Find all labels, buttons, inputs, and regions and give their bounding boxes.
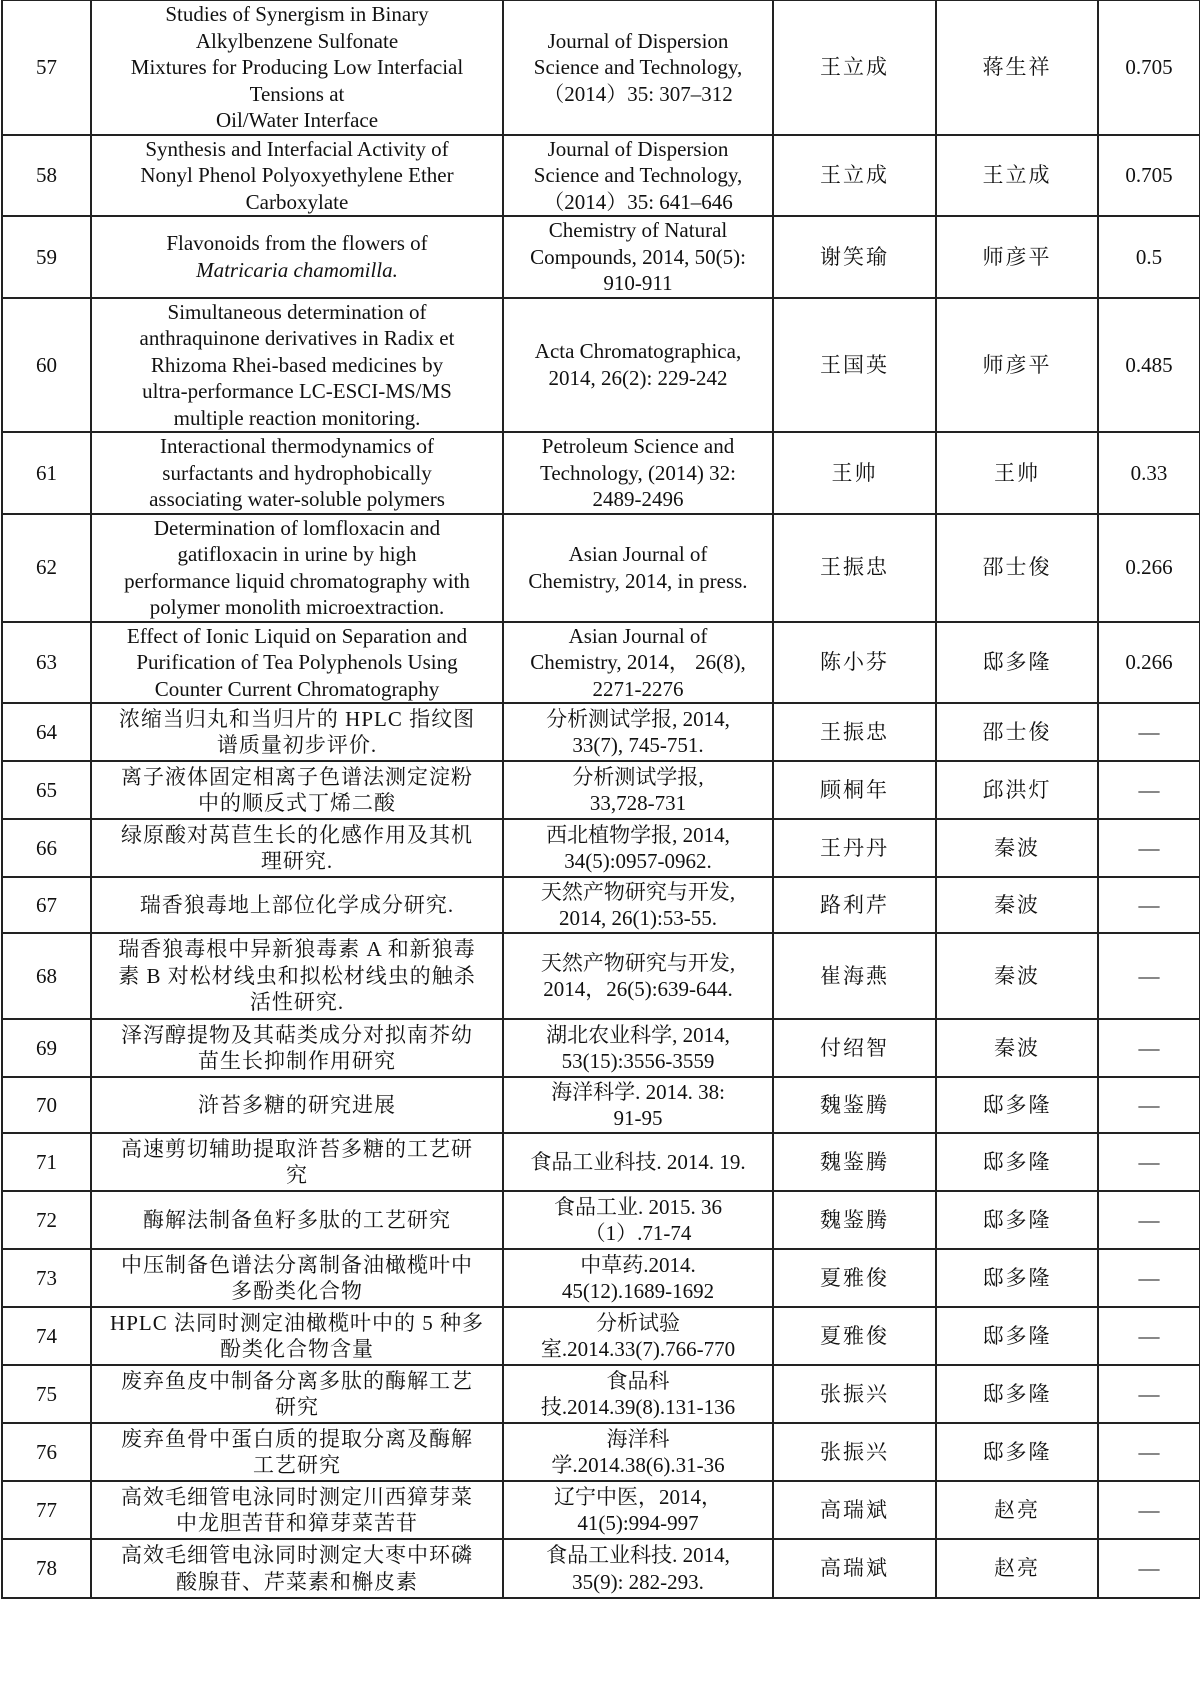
journal-citation-line: Asian Journal of (568, 542, 708, 566)
journal-citation-line: 湖北农业科学, 2014, (546, 1022, 730, 1047)
journal-citation (503, 1249, 773, 1307)
corresponding-author: 师彦平 (936, 216, 1098, 298)
journal-citation (503, 933, 773, 1019)
corresponding-author: 邸多隆 (936, 1077, 1098, 1133)
corresponding-author: 邸多隆 (936, 1307, 1098, 1365)
table-row (2, 761, 1200, 819)
corresponding-author: 秦波 (936, 933, 1098, 1019)
paper-title-line: Studies of Synergism in Binary (165, 2, 429, 26)
paper-title (91, 135, 503, 217)
journal-citation-line: 2014，26(5):639-644. (543, 977, 733, 1001)
table-row (2, 135, 1200, 217)
table-row (2, 1077, 1200, 1133)
journal-citation-line: Petroleum Science and (541, 434, 735, 458)
impact-factor: 0.705 (1098, 0, 1200, 135)
paper-title-line: 中的顺反式丁烯二酸 (198, 791, 396, 815)
journal-citation-line: 学.2014.38(6).31-36 (551, 1453, 725, 1477)
first-author: 魏鉴腾 (773, 1133, 936, 1191)
journal-citation-line: 分析试验 (596, 1310, 680, 1335)
impact-factor: — (1098, 877, 1200, 933)
paper-title-line: 中压制备色谱法分离制备油橄榄叶中 (121, 1252, 473, 1277)
journal-citation-line: 食品工业科技. 2014, (546, 1543, 730, 1567)
corresponding-author: 邸多隆 (936, 1423, 1098, 1481)
journal-citation-line: Chemistry, 2014, in press. (528, 568, 748, 593)
row-number: 77 (2, 1481, 91, 1539)
paper-title-line: Counter Current Chromatography (154, 676, 440, 701)
row-number: 65 (2, 761, 91, 819)
first-author: 高瑞斌 (773, 1539, 936, 1598)
first-author: 夏雅俊 (773, 1249, 936, 1307)
paper-title-line: 酚类化合物含量 (220, 1337, 374, 1361)
impact-factor: — (1098, 933, 1200, 1019)
first-author: 王立成 (773, 135, 936, 217)
table-row (2, 1365, 1200, 1423)
first-author: 王振忠 (773, 514, 936, 622)
row-number: 61 (2, 432, 91, 514)
journal-citation (503, 0, 773, 135)
journal-citation-line: （1）.71-74 (584, 1221, 692, 1245)
paper-title-line: 素 B 对松材线虫和拟松材线虫的触杀 (118, 963, 476, 988)
journal-citation (503, 1307, 773, 1365)
journal-citation-line: 41(5):994-997 (577, 1511, 699, 1535)
row-number: 73 (2, 1249, 91, 1307)
paper-title-line: 瑞香狼毒地上部位化学成分研究. (139, 892, 455, 917)
row-number: 63 (2, 622, 91, 704)
journal-citation (503, 1539, 773, 1598)
paper-title-line: 绿原酸对莴苣生长的化感作用及其机 (121, 822, 473, 847)
journal-citation-line: 海洋科学. 2014. 38: (551, 1079, 725, 1104)
journal-citation-line: 33,728-731 (589, 791, 687, 815)
journal-citation-line: 45(12).1689-1692 (561, 1279, 715, 1303)
table-row (2, 877, 1200, 933)
journal-citation (503, 877, 773, 933)
corresponding-author: 邱洪灯 (936, 761, 1098, 819)
table-row (2, 703, 1200, 761)
first-author: 陈小芬 (773, 622, 936, 704)
journal-citation (503, 298, 773, 433)
journal-citation (503, 135, 773, 217)
journal-citation-line: 91-95 (613, 1106, 663, 1130)
impact-factor: — (1098, 1077, 1200, 1133)
paper-title (91, 216, 503, 298)
journal-citation-line: Asian Journal of (568, 623, 708, 648)
row-number: 57 (2, 0, 91, 135)
journal-citation-line: 35(9): 282-293. (572, 1569, 704, 1594)
journal-citation (503, 216, 773, 298)
paper-title (91, 0, 503, 135)
corresponding-author: 赵亮 (936, 1539, 1098, 1598)
journal-citation (503, 622, 773, 704)
table-row (2, 216, 1200, 298)
paper-title-line: 浒苔多糖的研究进展 (198, 1092, 396, 1117)
journal-citation-line: 2014, 26(1):53-55. (558, 906, 718, 930)
paper-title (91, 1365, 503, 1423)
impact-factor: — (1098, 1423, 1200, 1481)
table-row (2, 622, 1200, 704)
impact-factor: — (1098, 1365, 1200, 1423)
impact-factor: 0.5 (1098, 216, 1200, 298)
corresponding-author: 秦波 (936, 877, 1098, 933)
first-author: 崔海燕 (773, 933, 936, 1019)
impact-factor: — (1098, 761, 1200, 819)
table-row (2, 1133, 1200, 1191)
row-number: 74 (2, 1307, 91, 1365)
publication-table-body (2, 0, 1200, 1598)
paper-title (91, 819, 503, 877)
paper-title-line: surfactants and hydrophobically (162, 460, 432, 485)
paper-title-line: 高效毛细管电泳同时测定大枣中环磷 (121, 1543, 473, 1567)
corresponding-author: 邸多隆 (936, 1133, 1098, 1191)
journal-citation-line: 食品科 (606, 1368, 670, 1393)
paper-title-line: Oil/Water Interface (215, 108, 379, 132)
corresponding-author: 邸多隆 (936, 1249, 1098, 1307)
journal-citation-line: Chemistry of Natural (548, 218, 728, 242)
paper-title-line: 苗生长抑制作用研究 (198, 1049, 396, 1073)
impact-factor: — (1098, 1133, 1200, 1191)
first-author: 高瑞斌 (773, 1481, 936, 1539)
row-number: 62 (2, 514, 91, 622)
corresponding-author: 秦波 (936, 1019, 1098, 1077)
paper-title (91, 1019, 503, 1077)
paper-title (91, 761, 503, 819)
paper-title (91, 514, 503, 622)
journal-citation (503, 514, 773, 622)
table-row (2, 0, 1200, 135)
journal-citation-line: （2014）35: 641–646 (543, 189, 733, 214)
paper-title-line: 理研究. (260, 849, 334, 873)
paper-title-line: Effect of Ionic Liquid on Separation and (126, 623, 468, 648)
impact-factor: 0.485 (1098, 298, 1200, 433)
row-number: 75 (2, 1365, 91, 1423)
row-number: 67 (2, 877, 91, 933)
paper-title-line: associating water-soluble polymers (149, 487, 445, 511)
journal-citation (503, 1365, 773, 1423)
journal-citation-line: 34(5):0957-0962. (564, 849, 712, 873)
impact-factor: 0.266 (1098, 514, 1200, 622)
table-row (2, 1423, 1200, 1481)
first-author: 魏鉴腾 (773, 1077, 936, 1133)
paper-title-line: Mixtures for Producing Low Interfacial (130, 55, 464, 79)
table-row (2, 432, 1200, 514)
impact-factor: 0.33 (1098, 432, 1200, 514)
paper-title-line: performance liquid chromatography with (124, 568, 470, 593)
paper-title (91, 1133, 503, 1191)
row-number: 70 (2, 1077, 91, 1133)
impact-factor: — (1098, 1191, 1200, 1249)
publication-table (1, 0, 1200, 1599)
corresponding-author: 师彦平 (936, 298, 1098, 433)
first-author: 夏雅俊 (773, 1307, 936, 1365)
paper-title-line: Synthesis and Interfacial Activity of (145, 136, 449, 161)
corresponding-author: 邸多隆 (936, 622, 1098, 704)
first-author: 付绍智 (773, 1019, 936, 1077)
corresponding-author: 蒋生祥 (936, 0, 1098, 135)
journal-citation (503, 432, 773, 514)
paper-title-line: Simultaneous determination of (167, 299, 427, 324)
paper-title-line: 离子液体固定相离子色谱法测定淀粉 (121, 764, 473, 789)
row-number: 59 (2, 216, 91, 298)
row-number: 58 (2, 135, 91, 217)
journal-citation-line: 辽宁中医，2014， (554, 1484, 722, 1509)
paper-title-line: 瑞香狼毒根中异新狼毒素 A 和新狼毒 (118, 937, 476, 962)
table-row (2, 1481, 1200, 1539)
table-row (2, 1249, 1200, 1307)
impact-factor: — (1098, 819, 1200, 877)
journal-citation (503, 1191, 773, 1249)
paper-title (91, 1423, 503, 1481)
journal-citation (503, 703, 773, 761)
row-number: 68 (2, 933, 91, 1019)
paper-title-line: HPLC 法同时测定油橄榄叶中的 5 种多 (110, 1310, 484, 1335)
impact-factor: — (1098, 703, 1200, 761)
first-author: 顾桐年 (773, 761, 936, 819)
journal-citation-line: 天然产物研究与开发, (540, 950, 736, 975)
paper-title-line: Carboxylate (245, 189, 349, 214)
table-row (2, 819, 1200, 877)
journal-citation (503, 1481, 773, 1539)
journal-citation-line: 室.2014.33(7).766-770 (540, 1337, 736, 1361)
paper-title-line: 浓缩当归丸和当归片的 HPLC 指纹图 (118, 706, 476, 731)
paper-title-line: 废弃鱼皮中制备分离多肽的酶解工艺 (121, 1368, 473, 1393)
table-row (2, 1019, 1200, 1077)
paper-title (91, 703, 503, 761)
paper-title (91, 933, 503, 1019)
journal-citation-line: Journal of Dispersion (547, 28, 729, 53)
first-author: 魏鉴腾 (773, 1191, 936, 1249)
first-author: 王丹丹 (773, 819, 936, 877)
paper-title-line: 究 (286, 1163, 308, 1187)
corresponding-author: 王帅 (936, 432, 1098, 514)
table-row (2, 514, 1200, 622)
corresponding-author: 王立成 (936, 135, 1098, 217)
paper-title (91, 1077, 503, 1133)
paper-title-line: Flavonoids from the flowers of (166, 231, 428, 256)
journal-citation-line: 食品工业. 2015. 36 (554, 1194, 722, 1219)
table-row (2, 1539, 1200, 1598)
corresponding-author: 邵士俊 (936, 703, 1098, 761)
corresponding-author: 邸多隆 (936, 1191, 1098, 1249)
paper-title-line: 酶解法制备鱼籽多肽的工艺研究 (143, 1207, 451, 1232)
paper-title-line: Purification of Tea Polyphenols Using (136, 650, 458, 674)
paper-title (91, 1481, 503, 1539)
paper-title-line: 高效毛细管电泳同时测定川西獐芽菜 (121, 1484, 473, 1509)
first-author: 王帅 (773, 432, 936, 514)
first-author: 张振兴 (773, 1423, 936, 1481)
table-row (2, 933, 1200, 1019)
row-number: 72 (2, 1191, 91, 1249)
paper-title (91, 1307, 503, 1365)
journal-citation-line: 食品工业科技. 2014. 19. (530, 1149, 746, 1174)
journal-citation (503, 1077, 773, 1133)
journal-citation-line: 2014, 26(2): 229-242 (548, 365, 728, 390)
journal-citation-line: 技.2014.39(8).131-136 (540, 1395, 736, 1419)
journal-citation-line: 910-911 (603, 271, 673, 295)
impact-factor: 0.266 (1098, 622, 1200, 704)
journal-citation-line: Compounds, 2014, 50(5): (530, 244, 746, 269)
paper-title-line: 多酚类化合物 (231, 1279, 363, 1303)
journal-citation-line: 分析测试学报, 2014, (546, 706, 730, 731)
paper-title-line: Interactional thermodynamics of (159, 434, 435, 458)
journal-citation-line: 海洋科 (606, 1426, 670, 1451)
paper-title-line: ultra-performance LC-ESCI-MS/MS (142, 379, 452, 403)
row-number: 71 (2, 1133, 91, 1191)
paper-title-line: gatifloxacin in urine by high (177, 542, 417, 566)
journal-citation (503, 819, 773, 877)
paper-title (91, 1191, 503, 1249)
corresponding-author: 秦波 (936, 819, 1098, 877)
paper-title (91, 432, 503, 514)
journal-citation-line: （2014）35: 307–312 (543, 81, 733, 106)
paper-title-line: Nonyl Phenol Polyoxyethylene Ether (140, 163, 454, 187)
journal-citation (503, 1423, 773, 1481)
row-number: 76 (2, 1423, 91, 1481)
table-row (2, 298, 1200, 433)
paper-title-line: Tensions at (249, 81, 345, 106)
journal-citation-line: 33(7), 745-751. (572, 733, 704, 757)
journal-citation-line: 西北植物学报, 2014, (546, 822, 730, 847)
journal-citation-line: 2271-2276 (592, 676, 684, 701)
table-row (2, 1191, 1200, 1249)
corresponding-author: 邸多隆 (936, 1365, 1098, 1423)
paper-title-line: polymer monolith microextraction. (149, 595, 445, 619)
paper-title-line: 谱质量初步评价. (216, 733, 378, 757)
paper-title (91, 1539, 503, 1598)
paper-title-line: 高速剪切辅助提取浒苔多糖的工艺研 (121, 1136, 473, 1161)
impact-factor: — (1098, 1539, 1200, 1598)
paper-title-line: anthraquinone derivatives in Radix et (139, 326, 455, 350)
journal-citation-line: Chemistry, 2014， 26(8), (530, 650, 746, 674)
paper-title-line: Rhizoma Rhei-based medicines by (150, 352, 444, 377)
paper-title-line: Matricaria chamomilla. (196, 257, 398, 282)
impact-factor: 0.705 (1098, 135, 1200, 217)
row-number: 78 (2, 1539, 91, 1598)
row-number: 66 (2, 819, 91, 877)
paper-title-line: 废弃鱼骨中蛋白质的提取分离及酶解 (121, 1426, 473, 1451)
paper-title (91, 1249, 503, 1307)
row-number: 69 (2, 1019, 91, 1077)
first-author: 王立成 (773, 0, 936, 135)
paper-title-line: 中龙胆苦苷和獐芽菜苦苷 (176, 1511, 418, 1535)
first-author: 王振忠 (773, 703, 936, 761)
first-author: 王国英 (773, 298, 936, 433)
journal-citation (503, 1133, 773, 1191)
paper-title-line: 泽泻醇提物及其萜类成分对拟南芥幼 (121, 1022, 473, 1047)
paper-title (91, 622, 503, 704)
table-row (2, 1307, 1200, 1365)
journal-citation-line: 53(15):3556-3559 (561, 1049, 715, 1073)
paper-title-line: 工艺研究 (253, 1453, 341, 1477)
paper-title-line: multiple reaction monitoring. (173, 405, 421, 430)
paper-title-line: 酸腺苷、芹菜素和槲皮素 (176, 1569, 418, 1594)
first-author: 张振兴 (773, 1365, 936, 1423)
paper-title-line: 活性研究. (249, 990, 345, 1015)
paper-title-line: Alkylbenzene Sulfonate (195, 28, 399, 53)
journal-citation-line: 分析测试学报, (572, 764, 704, 789)
journal-citation-line: Science and Technology, (533, 163, 743, 187)
paper-title (91, 877, 503, 933)
impact-factor: — (1098, 1019, 1200, 1077)
journal-citation-line: Technology, (2014) 32: (539, 460, 737, 485)
first-author: 谢笑瑜 (773, 216, 936, 298)
paper-title (91, 298, 503, 433)
corresponding-author: 邵士俊 (936, 514, 1098, 622)
journal-citation-line: Acta Chromatographica, (534, 339, 742, 364)
impact-factor: — (1098, 1249, 1200, 1307)
paper-title-line: 研究 (275, 1395, 319, 1419)
row-number: 64 (2, 703, 91, 761)
paper-title-line: Determination of lomfloxacin and (153, 515, 441, 540)
journal-citation-line: 天然产物研究与开发, (540, 879, 736, 904)
journal-citation-line: 2489-2496 (592, 487, 684, 511)
journal-citation (503, 761, 773, 819)
impact-factor: — (1098, 1307, 1200, 1365)
first-author: 路利芹 (773, 877, 936, 933)
corresponding-author: 赵亮 (936, 1481, 1098, 1539)
impact-factor: — (1098, 1481, 1200, 1539)
journal-citation-line: 中草药.2014. (580, 1252, 696, 1277)
journal-citation (503, 1019, 773, 1077)
journal-citation-line: Journal of Dispersion (547, 136, 729, 161)
row-number: 60 (2, 298, 91, 433)
journal-citation-line: Science and Technology, (533, 55, 743, 79)
